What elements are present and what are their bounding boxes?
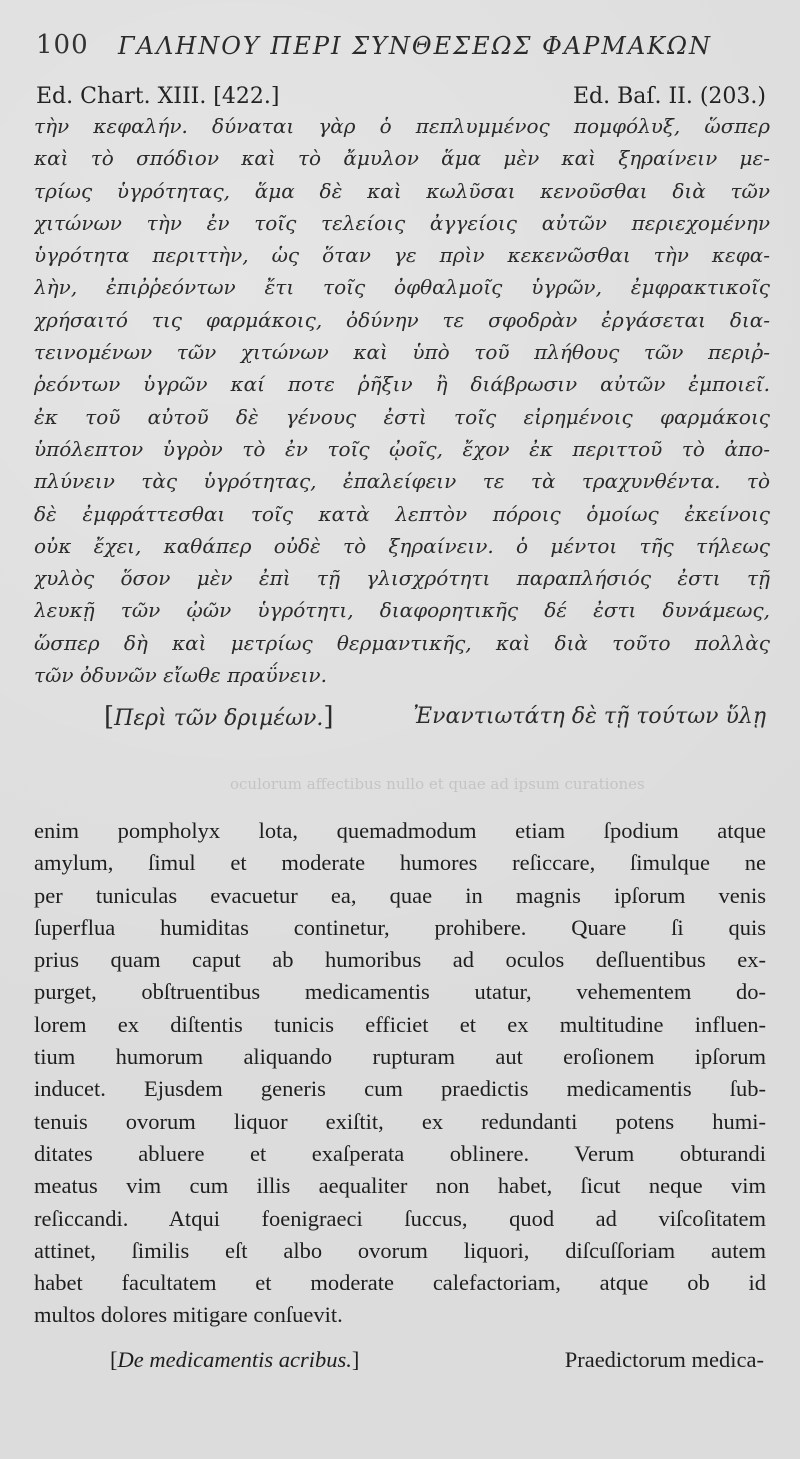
latin-line: ditates abluere et exaſperata oblinere. Verum obturandi (34, 1140, 766, 1166)
greek-line: χρήσαιτό τις φαρμάκοις, ὀδύνην τε σφοδρὰν ἐργάσεται δια- (34, 307, 770, 332)
latin-line: amylum, ſimul et moderate humores reſiccare, ſimulque ne (34, 850, 766, 876)
greek-line: χυλὸς ὅσον μὲν ἐπὶ τῇ γλισχρότητι παραπλήσιός ἐστι τῇ (34, 566, 770, 591)
latin-line: lorem ex diſtentis tunicis efficiet et ex multitudine influen- (34, 1011, 766, 1037)
running-head (36, 30, 766, 70)
latin-line: tenuis ovorum liquor exiſtit, ex redundanti potens humi- (34, 1108, 766, 1134)
greek-line: δὲ ἐμφράττεσθαι τοῖς κατὰ λεπτὸν πόροις ὁμοίως ἐκείνοις (34, 501, 770, 526)
greek-line: οὐκ ἔχει, καθάπερ οὐδὲ τὸ ξηραίνειν. ὁ μέντοι τῆς τήλεως (34, 533, 770, 558)
latin-line: tium humorum aliquando rupturam aut eroſionem ipſorum (34, 1044, 766, 1070)
greek-section-heading-line (34, 697, 770, 737)
greek-line: τεινομένων τῶν χιτώνων καὶ ὑπὸ τοῦ πλήθους τῶν περιῤ- (34, 340, 770, 365)
latin-section-heading: [De medicamentis acribus.] (110, 1346, 360, 1372)
latin-line: attinet, ſimilis eſt albo ovorum liquori, diſcuſſoriam autem (34, 1237, 766, 1263)
edition-chartier: Ed. Chart. XIII. [422.] (36, 84, 280, 109)
latin-line: ſuperflua humiditas continetur, prohibere. Quare ſi quis (34, 914, 766, 940)
edition-basel: Ed. Baſ. II. (203.) (572, 84, 766, 109)
greek-line: λευκῇ τῶν ᾠῶν ὑγρότητι, διαφορητικῆς δέ ἐστι δυνάμεως, (34, 598, 770, 623)
latin-text-block (34, 815, 766, 1380)
latin-line: reſiccandi. Atqui foenigraeci ſuccus, quod ad viſcoſitatem (34, 1205, 766, 1231)
latin-section-continuation: Praedictorum medica- (564, 1346, 764, 1372)
latin-line: purget, obſtruentibus medicamentis utatur, vehementem do- (34, 979, 766, 1005)
latin-line: multos dolores mitigare conſuevit. (34, 1302, 343, 1328)
greek-line: λὴν, ἐπιῤῥεόντων ἔτι τοῖς ὀφθαλμοῖς ὑγρῶν, ἐμφρακτικοῖς (34, 275, 770, 300)
bleed-through-text: oculorum affectibus nullo et quae ad ipsum curationes (230, 775, 645, 793)
greek-section-heading: [Περὶ τῶν δριμέων.] (104, 702, 334, 733)
greek-line: ὑπόλεπτον ὑγρὸν τὸ ἐν τοῖς ᾠοῖς, ἔχον ἐκ περιττοῦ τὸ ἀπο- (34, 436, 770, 461)
greek-line: καὶ τὸ σπόδιον καὶ τὸ ἄμυλον ἅμα μὲν καὶ ξηραίνειν με- (34, 146, 770, 171)
greek-line: ἐκ τοῦ αὐτοῦ δὲ γένους ἐστὶ τοῖς εἰρημένοις φαρμάκοις (34, 404, 770, 429)
latin-line: per tuniculas evacuetur ea, quae in magnis ipſorum venis (34, 882, 766, 908)
greek-line: τῶν ὀδυνῶν εἴωθε πραΰνειν. (34, 663, 327, 688)
latin-line: meatus vim cum illis aequaliter non habet, ſicut neque vim (34, 1173, 766, 1199)
greek-line: ὥσπερ δὴ καὶ μετρίως θερμαντικῆς, καὶ διὰ τοῦτο πολλὰς (34, 630, 770, 655)
greek-line: πλύνειν τὰς ὑγρότητας, ἐπαλείφειν τε τὰ τραχυνθέντα. τὸ (34, 469, 770, 494)
latin-section-heading-line (34, 1340, 766, 1380)
greek-line: ῥεόντων ὑγρῶν καί ποτε ῥῆξιν ἢ διάβρωσιν αὐτῶν ἐμποιεῖ. (34, 372, 770, 397)
greek-line: τρίως ὑγρότητας, ἅμα δὲ καὶ κωλῦσαι κενοῦσθαι διὰ τῶν (34, 178, 770, 203)
latin-line: habet facultatem et moderate calefactoriam, atque ob id (34, 1270, 766, 1296)
latin-line: prius quam caput ab humoribus ad oculos deſluentibus ex- (34, 947, 766, 973)
greek-line: ὑγρότητα περιττὴν, ὡς ὅταν γε πρὶν κεκενῶσθαι τὴν κεφα- (34, 243, 770, 268)
page-number: 100 (36, 30, 89, 60)
latin-line: enim pompholyx lota, quemadmodum etiam ſpodium atque (34, 818, 766, 843)
running-title: ΓΑΛΗΝΟΥ ΠΕΡΙ ΣΥΝΘΕΣΕΩΣ ΦΑΡΜΑΚΩΝ (118, 32, 712, 60)
greek-line: τὴν κεφαλήν. δύναται γὰρ ὁ πεπλυμμένος πομφόλυξ, ὥσπερ (34, 114, 770, 138)
latin-line: inducet. Ejusdem generis cum praedictis medicamentis ſub- (34, 1076, 766, 1102)
greek-section-continuation: Ἐναντιωτάτη δὲ τῇ τούτων ὕλῃ (413, 704, 766, 730)
greek-text-block (34, 110, 770, 737)
greek-line: χιτώνων τὴν ἐν τοῖς τελείοις ἀγγείοις αὐτῶν περιεχομένην (34, 210, 770, 235)
